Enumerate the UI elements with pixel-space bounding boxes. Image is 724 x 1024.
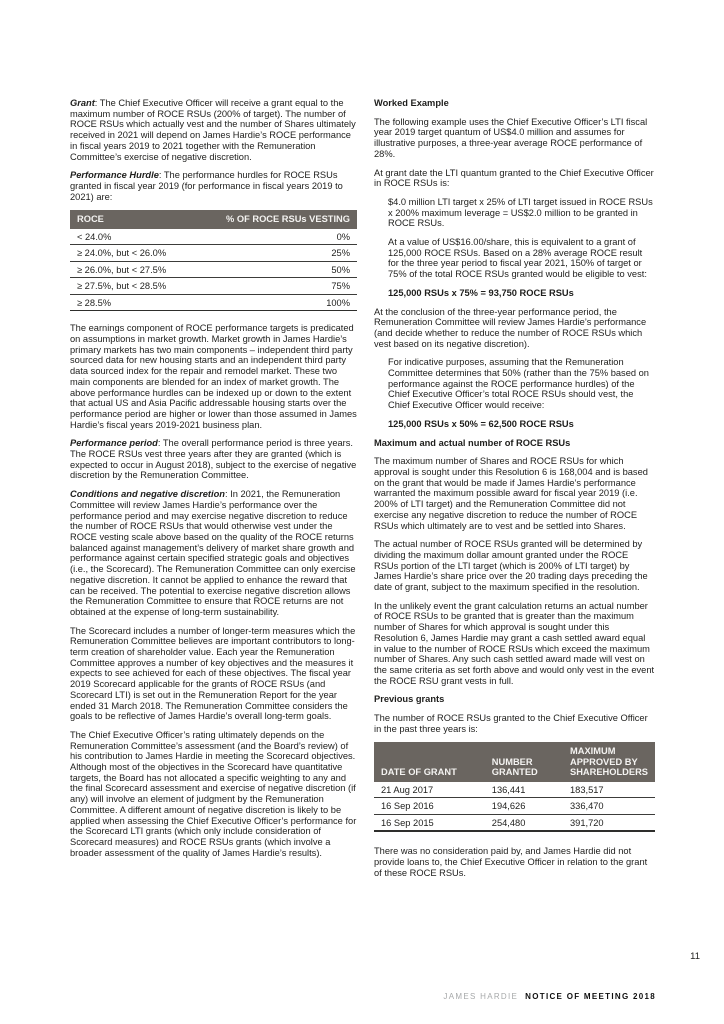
table-cell: 183,517	[563, 782, 655, 798]
page-number: 11	[690, 951, 700, 962]
table-cell: 336,470	[563, 798, 655, 815]
paragraph-lead: Grant	[70, 98, 95, 108]
table-row	[374, 782, 655, 798]
page-content	[70, 98, 655, 887]
previous-grants-table	[374, 742, 655, 832]
column-header-number-granted: NUMBER GRANTED	[485, 742, 563, 782]
footer-brand: JAMES HARDIE	[443, 992, 519, 1001]
paragraph-scorecard: The Scorecard includes a number of longer-term measures which the Remuneration Committee believes are important contributors to long-term creation of shareholder value. Each year the Remuneration Committee approves a number of key objectives and the measures it expects to see achieved for each of these objectives. The fiscal year 2019 Scorecard applicable for the grants of ROCE RSUs (and Scorecard LTI) is set out in the Remuneration Report for the year ended 31 March 2018. The Remuneration Committee considers the goals to be reflective of James Hardie’s overall long-term goals.	[70, 625, 356, 722]
column-header-roce: ROCE	[70, 210, 193, 229]
table-head	[70, 210, 357, 229]
section-heading-previous-grants: Previous grants	[374, 694, 445, 705]
page-footer	[443, 992, 656, 1001]
paragraph-actual-number: The actual number of ROCE RSUs granted will be determined by dividing the maximum dollar amount granted under the ROCE RSUs portion of the LTI target (which is 200% of LTI target) by James Hardie’s share price over the 20 trading days preceding the date of grant, subject to the maximum specified in the resolution.	[374, 539, 648, 593]
table-cell: ≥ 26.0%, but < 27.5%	[70, 261, 193, 278]
paragraph-previous-grants-intro: The number of ROCE RSUs granted to the Chief Executive Officer in the past three years is:	[374, 713, 648, 734]
paragraph-text: : The Chief Executive Officer will receive a grant equal to the maximum number of ROCE RSUs (200% of target). The number of ROCE RSUs which actually vest and the number of Shares ultimately received in 2021 will depend on James Hardie’s ROCE performance in fiscal years 2019 to 2021 together with the Remuneration Committee’s exercise of negative discretion.	[70, 98, 356, 162]
left-column	[70, 98, 357, 887]
paragraph-lead: Conditions and negative discretion	[70, 489, 225, 500]
table-cell: 254,480	[485, 814, 563, 831]
table-cell: 25%	[193, 245, 357, 262]
paragraph-lead: Performance Hurdle	[70, 170, 159, 181]
roce-vesting-table	[70, 210, 357, 311]
table-cell: 391,720	[563, 814, 655, 831]
table-cell: ≥ 24.0%, but < 26.0%	[70, 245, 193, 262]
table-cell: 50%	[193, 261, 357, 278]
paragraph-text: : The overall performance period is three years. The ROCE RSUs vest three years after they are granted (which is expected to occur in August 2018), subject to the exercise of negative discretion by the Remuneration Committee.	[70, 438, 357, 481]
table-row	[70, 261, 357, 278]
paragraph-text: : The performance hurdles for ROCE RSUs granted in fiscal year 2019 (for performance in fiscal years 2019 to 2021) are:	[70, 170, 343, 202]
paragraph-ceo-rating: The Chief Executive Officer’s rating ultimately depends on the Remuneration Committee’s assessment (and the Board’s review) of his contribution to James Hardie in meeting the Scorecard objectives. Although most of the objectives in the Scorecard have quantitative targets, the Board has not allocated a specific weighting to any and the final Scorecard assessment and exercise of negative discretion (if any) will involve an element of judgment by the Remuneration Committee. A different amount of negative discretion is likely to be applied when assessing the Chief Executive Officer’s performance for the Scorecard LTI grants (which only include consideration of Scorecard measures) and ROCE RSUs grants (which involve a broader assessment of the quality of James Hardie’s results).	[70, 729, 357, 858]
paragraph-text: : In 2021, the Remuneration Committee will review James Hardie’s performance over the performance period and may exercise negative discretion to reduce the number of ROCE RSUs that would otherwise vest under the ROCE vesting scale above based on the quality of the ROCE returns balanced against management’s delivery of market share growth and performance against certain specified strategic goals and objectives (i.e., the Scorecard). The Remuneration Committee can only exercise negative discretion. It cannot be applied to enhance the reward that can be received. The potential to exercise negative discretion allows the Remuneration Committee to ensure that ROCE returns are not obtained at the expense of long-term sustainability.	[70, 489, 356, 617]
table-cell: 194,626	[485, 798, 563, 815]
table-row	[70, 229, 357, 245]
paragraph-lti-calculation: $4.0 million LTI target x 25% of LTI target issued in ROCE RSUs x 200% maximum leverage = US$2.0 million to be granted in ROCE RSUs.	[388, 196, 653, 229]
table-cell: ≥ 27.5%, but < 28.5%	[70, 278, 193, 295]
paragraph-earnings-component: The earnings component of ROCE performance targets is predicated on assumptions in market growth. Market growth in James Hardie’s primary markets has two main components – independent third party sourced data for new housing starts and an independent third party data sourced index for the repair and remodel market. These two main components are blended for an index of market growth. The above performance hurdles can be indexed up or down to the extent that actual US and Asia Pacific addressable housing starts over the performance period are higher or lower than those assumed in James Hardie’s fiscal years 2019-2021 business plan.	[70, 323, 357, 430]
formula-75-percent: 125,000 RSUs x 75% = 93,750 ROCE RSUs	[388, 287, 574, 298]
table-cell: < 24.0%	[70, 229, 193, 245]
table-header-row	[70, 210, 357, 229]
paragraph-grant-date: At grant date the LTI quantum granted to the Chief Executive Officer in ROCE RSUs is:	[374, 167, 654, 189]
paragraph-lead: Performance period	[70, 438, 158, 449]
table-cell: ≥ 28.5%	[70, 294, 193, 311]
paragraph-example-intro: The following example uses the Chief Executive Officer’s LTI fiscal year 2019 target quantum of US$4.0 million and assumes for illustrative purposes, a three-year average ROCE performance of 28%.	[374, 116, 648, 159]
table-body	[70, 229, 357, 311]
table-row	[70, 294, 357, 311]
column-header-vesting: % OF ROCE RSUs VESTING	[193, 210, 357, 229]
paragraph-grant	[70, 98, 357, 162]
table-row	[70, 245, 357, 262]
paragraph-unlikely-event: In the unlikely event the grant calculation returns an actual number of ROCE RSUs to be granted that is greater than the maximum number of Shares for which approval is sought under this Resolution 6, James Hardie may grant a cash settled award equal in value to the number of ROCE RSUs which exceed the maximum number of Shares. Any such cash settled award made will vest on the same criteria as set forth above and would only vest in the event the ROCE RSU grant vests in full.	[374, 600, 655, 686]
table-body	[374, 782, 655, 832]
table-header-row	[374, 742, 655, 782]
paragraph-indicative-purposes: For indicative purposes, assuming that the Remuneration Committee determines that 50% (rather than the 75% based on performance against the ROCE performance hurdles) of the Chief Executive Officer’s total ROCE RSUs should vest, the Chief Executive Officer would receive:	[388, 357, 649, 411]
section-heading-worked-example: Worked Example	[374, 98, 449, 108]
table-row	[70, 278, 357, 295]
column-header-date-of-grant: DATE OF GRANT	[374, 742, 485, 782]
column-header-maximum-approved: MAXIMUM APPROVED BY SHAREHOLDERS	[563, 742, 655, 782]
right-column	[374, 98, 655, 887]
table-row	[374, 814, 655, 831]
paragraph-share-value: At a value of US$16.00/share, this is equivalent to a grant of 125,000 ROCE RSUs. Based on a 28% average ROCE result for the three year period to fiscal year 2021, 150% of target or 75% of the total ROCE RSUs granted would be eligible to vest:	[388, 237, 647, 280]
section-heading-maximum-actual: Maximum and actual number of ROCE RSUs	[374, 437, 571, 448]
footer-doc-title: NOTICE OF MEETING 2018	[525, 992, 656, 1001]
paragraph-maximum-number: The maximum number of Shares and ROCE RSUs for which approval is sought under this Resolution 6 is 168,004 and is based on the grant that would be made if James Hardie’s performance warranted the maximum possible award for fiscal year 2019 (i.e. 200% of LTI target) and the Remuneration Committee did not exercise any negative discretion to reduce the number of ROCE RSUs which ultimately are to vest and be settled into Shares.	[374, 456, 648, 531]
table-row	[374, 798, 655, 815]
table-head	[374, 742, 655, 782]
paragraph-performance-period	[70, 438, 357, 481]
table-cell: 136,441	[485, 782, 563, 798]
paragraph-conclusion-period: At the conclusion of the three-year performance period, the Remuneration Committee will review James Hardie’s performance (and decide whether to reduce the number of ROCE RSUs which vest based on its negative discretion).	[374, 306, 647, 349]
formula-50-percent: 125,000 RSUs x 50% = 62,500 ROCE RSUs	[388, 418, 574, 429]
table-cell: 100%	[193, 294, 357, 311]
paragraph-performance-hurdle	[70, 170, 357, 202]
table-cell: 16 Sep 2015	[374, 814, 485, 831]
paragraph-no-consideration: There was no consideration paid by, and James Hardie did not provide loans to, the Chief Executive Officer in relation to the grant of these ROCE RSUs.	[374, 846, 648, 878]
table-cell: 75%	[193, 278, 357, 295]
paragraph-conditions-negative-discretion	[70, 489, 357, 617]
table-cell: 16 Sep 2016	[374, 798, 485, 815]
table-cell: 0%	[193, 229, 357, 245]
table-cell: 21 Aug 2017	[374, 782, 485, 798]
